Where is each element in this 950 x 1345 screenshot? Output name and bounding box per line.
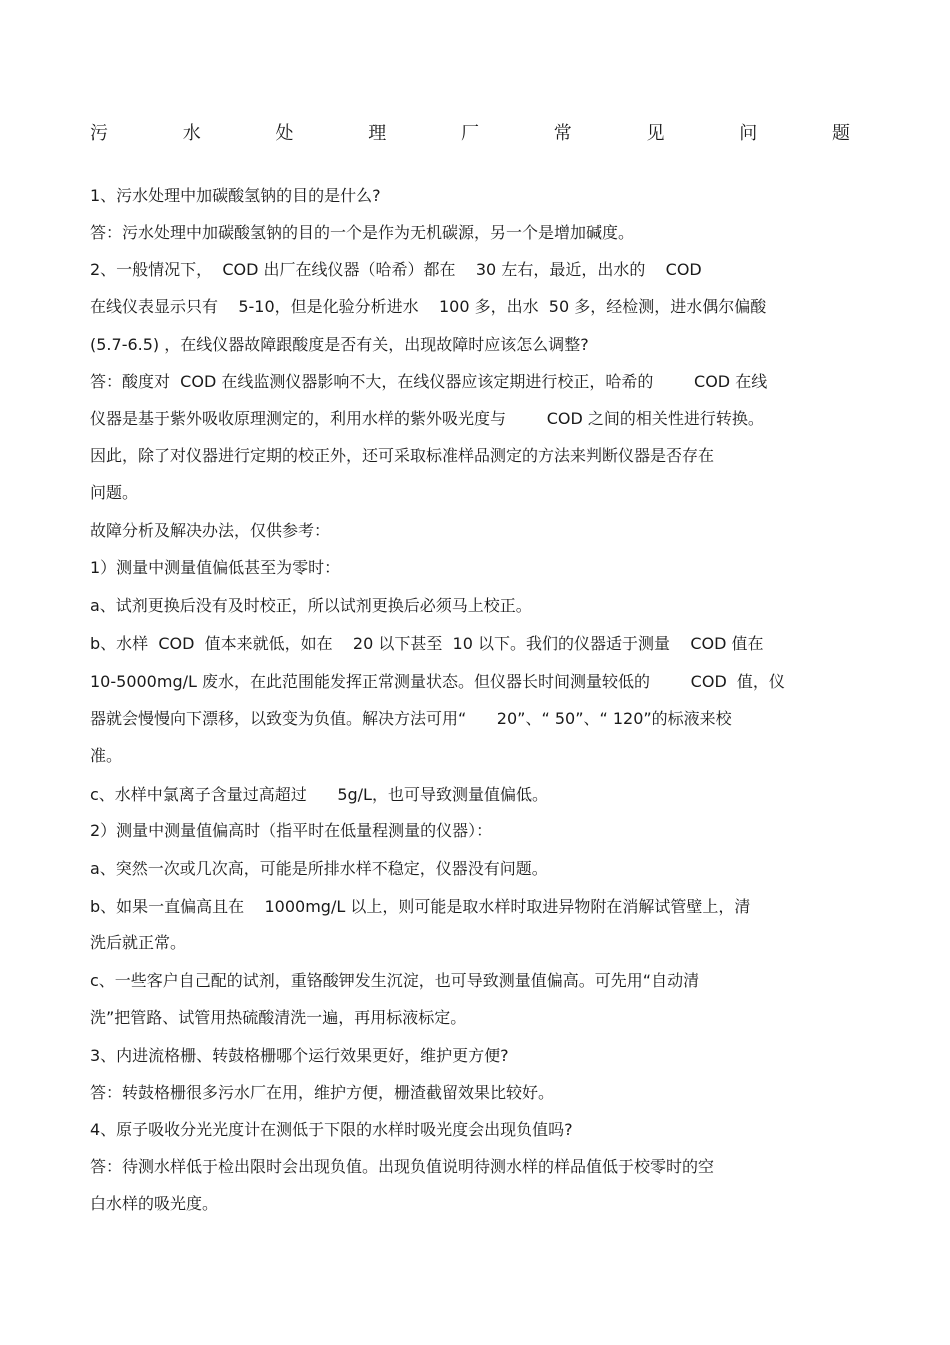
question-4: 4、原子吸收分光光度计在测低于下限的水样时吸光度会出现负值吗? bbox=[90, 1120, 573, 1139]
title-char: 常 bbox=[553, 123, 572, 144]
answer-1: 答：污水处理中加碳酸氢钠的目的一个是作为无机碳源，另一个是增加碱度。 bbox=[90, 223, 635, 242]
high-value-item-c: 洗”把管路、试管用热硫酸清洗一遍，再用标液标定。 bbox=[90, 1008, 467, 1027]
low-value-heading: 1）测量中测量值偏低甚至为零时： bbox=[90, 558, 341, 577]
answer-2-line: 因此，除了对仪器进行定期的校正外，还可采取标准样品测定的方法来判断仪器是否存在 bbox=[90, 446, 715, 465]
high-value-item-b: 洗后就正常。 bbox=[90, 933, 187, 952]
answer-3: 答：转鼓格栅很多污水厂在用，维护方便，栅渣截留效果比较好。 bbox=[90, 1083, 555, 1102]
low-value-item-a: a、试剂更换后没有及时校正，所以试剂更换后必须马上校正。 bbox=[90, 596, 532, 615]
title-char: 见 bbox=[646, 123, 665, 144]
title-char: 厂 bbox=[461, 123, 479, 144]
question-3: 3、内进流格栅、转鼓格栅哪个运行效果更好，维护更方便? bbox=[90, 1046, 509, 1065]
low-value-item-b: 器就会慢慢向下漂移，以致变为负值。解决方法可用“ 20”、“ 50”、“ 120”的标液来校 bbox=[90, 709, 732, 728]
answer-2-line: 答：酸度对 COD 在线监测仪器影响不大，在线仪器应该定期进行校正，哈希的 COD 在线 bbox=[90, 372, 768, 391]
fault-analysis-heading: 故障分析及解决办法，仅供参考： bbox=[90, 521, 331, 540]
low-value-item-c: c、水样中氯离子含量过高超过 5g/L，也可导致测量值偏低。 bbox=[90, 785, 548, 804]
low-value-item-b: b、水样 COD 值本来就低，如在 20 以下甚至 10 以下。我们的仪器适于测量 COD 值在 bbox=[90, 634, 764, 653]
high-value-item-a: a、突然一次或几次高，可能是所排水样不稳定，仪器没有问题。 bbox=[90, 859, 548, 878]
title-char: 问 bbox=[739, 123, 758, 144]
title-char: 水 bbox=[182, 123, 201, 144]
question-2-line: 2、一般情况下， COD 出厂在线仪器（哈希）都在 30 左右，最近，出水的 COD bbox=[90, 260, 702, 279]
title-char: 污 bbox=[90, 123, 108, 144]
low-value-item-b: 10-5000mg/L 废水，在此范围能发挥正常测量状态。但仪器长时间测量较低的 COD 值，仪 bbox=[90, 672, 785, 691]
question-2-line: 在线仪表显示只有 5-10，但是化验分析进水 100 多，出水 50 多，经检测，进水偶尔偏酸 bbox=[90, 297, 767, 316]
title-char: 题 bbox=[832, 123, 850, 144]
question-1: 1、污水处理中加碳酸氢钠的目的是什么? bbox=[90, 186, 381, 205]
title-char: 处 bbox=[275, 123, 294, 144]
high-value-heading: 2）测量中测量值偏高时（指平时在低量程测量的仪器）： bbox=[90, 821, 493, 840]
answer-2-line: 问题。 bbox=[90, 483, 139, 502]
answer-4-line: 白水样的吸光度。 bbox=[90, 1194, 219, 1213]
document-title bbox=[90, 122, 850, 146]
title-char: 理 bbox=[368, 123, 387, 144]
high-value-item-c: c、一些客户自己配的试剂，重铬酸钾发生沉淀，也可导致测量值偏高。可先用“自动清 bbox=[90, 971, 700, 990]
answer-2-line: 仪器是基于紫外吸收原理测定的，利用水样的紫外吸光度与 COD 之间的相关性进行转换。 bbox=[90, 409, 764, 428]
high-value-item-b: b、如果一直偏高且在 1000mg/L 以上，则可能是取水样时取进异物附在消解试管壁上，清 bbox=[90, 897, 751, 916]
low-value-item-b: 准。 bbox=[90, 746, 123, 765]
answer-4-line: 答：待测水样低于检出限时会出现负值。出现负值说明待测水样的样品值低于校零时的空 bbox=[90, 1157, 715, 1176]
question-2-line: (5.7-6.5) ，在线仪器故障跟酸度是否有关，出现故障时应该怎么调整? bbox=[90, 335, 589, 354]
